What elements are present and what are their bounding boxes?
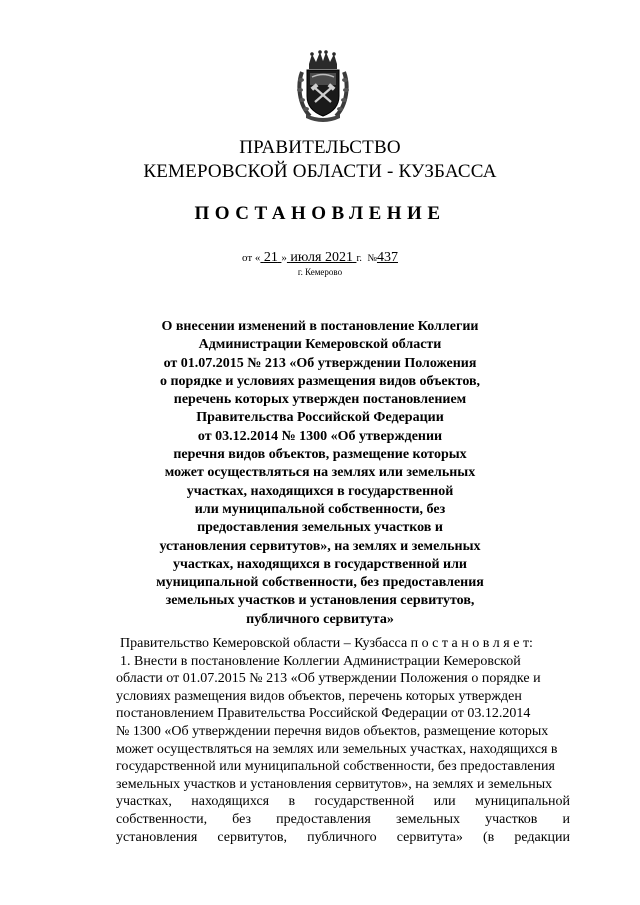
body-word: установления <box>116 829 198 845</box>
coat-of-arms-emblem <box>296 50 350 122</box>
date-day: 21 <box>263 250 278 265</box>
body-line: № 1300 «Об утверждении перечня видов объектов, размещение которых <box>116 723 549 739</box>
title-line: Администрации Кемеровской области <box>198 337 442 353</box>
body-line <box>116 811 570 829</box>
date-sep: » <box>281 252 287 264</box>
body-word: или <box>433 794 456 810</box>
body-word: (в <box>482 829 495 845</box>
body-word: и <box>562 811 570 827</box>
date-prefix: от « <box>242 252 261 264</box>
body-line: земельных участков и установления сервитутов», на землях и земельных <box>116 776 553 792</box>
document-body <box>116 635 570 846</box>
title-line: О внесении изменений в постановление Коллегии <box>161 319 479 334</box>
body-word: публичного <box>307 829 377 845</box>
title-line: о порядке и условиях размещения видов объектов, <box>159 373 481 389</box>
paragraph-1-continued <box>116 793 570 846</box>
body-word: муниципальной <box>474 794 570 810</box>
body-word: собственности, <box>116 811 208 827</box>
document-type-heading: ПОСТАНОВЛЕНИЕ <box>194 203 446 224</box>
paragraph-1 <box>116 653 570 794</box>
title-line: или муниципальной собственности, без <box>194 501 446 517</box>
body-word: находящихся <box>191 794 270 810</box>
body-word: предоставления <box>276 811 371 827</box>
title-line: перечня видов объектов, размещение которых <box>173 447 467 463</box>
body-word: в <box>288 794 296 810</box>
title-line: публичного сервитута» <box>246 611 394 627</box>
title-line: от 01.07.2015 № 213 «Об утверждении Положения <box>163 355 477 371</box>
title-line: установления сервитутов», на землях и земельных <box>159 538 481 554</box>
title-line: муниципальной собственности, без предоставления <box>156 575 484 591</box>
title-line: участках, находящихся в государственной <box>186 483 454 499</box>
title-line: Правительства Российской Федерации <box>196 410 444 426</box>
title-line: участках, находящихся в государственной или <box>172 556 468 572</box>
body-word: сервитута» <box>396 829 463 845</box>
body-word: земельных <box>395 811 461 827</box>
year-abbr: г. <box>356 253 362 264</box>
body-word: без <box>232 811 252 827</box>
number-sign: № <box>367 253 377 264</box>
body-line <box>116 829 570 847</box>
document-title <box>0 318 640 629</box>
body-line: может осуществляться на землях или земельных участках, находящихся в <box>116 741 558 757</box>
city-label: г. Кемерово <box>297 267 343 277</box>
document-number: 437 <box>376 250 398 265</box>
date-month-year: июля 2021 <box>290 250 353 265</box>
document-date-number <box>0 250 640 266</box>
body-line: постановлением Правительства Российской Федерации от 03.12.2014 <box>116 706 531 722</box>
body-word: участков <box>485 811 538 827</box>
body-line <box>116 793 570 811</box>
body-line: 1. Внести в постановление Коллегии Администрации Кемеровской <box>120 653 521 669</box>
title-line: от 03.12.2014 № 1300 «Об утверждении <box>197 428 443 444</box>
body-word: участках, <box>116 794 172 810</box>
body-line: условиях размещения видов объектов, перечень которых утвержден <box>116 688 522 704</box>
title-line: перечень которых утвержден постановлением <box>173 392 467 408</box>
body-word: государственной <box>314 794 415 810</box>
title-line: земельных участков и установления сервитутов, <box>165 593 475 609</box>
title-line: предоставления земельных участков и <box>197 520 443 536</box>
body-line: области от 01.07.2015 № 213 «Об утверждении Положения о порядке и <box>116 671 541 687</box>
body-line: государственной или муниципальной собственности, без предоставления <box>116 759 555 775</box>
body-word: сервитутов, <box>217 829 288 845</box>
body-word: редакции <box>514 829 570 845</box>
government-title-line1: ПРАВИТЕЛЬСТВО <box>239 137 401 158</box>
intro-paragraph: Правительство Кемеровской области – Кузбасса п о с т а н о в л я е т: <box>120 636 533 651</box>
government-title-line2: КЕМЕРОВСКОЙ ОБЛАСТИ - КУЗБАССА <box>143 161 497 182</box>
title-line: может осуществляться на землях или земельных <box>164 465 476 481</box>
